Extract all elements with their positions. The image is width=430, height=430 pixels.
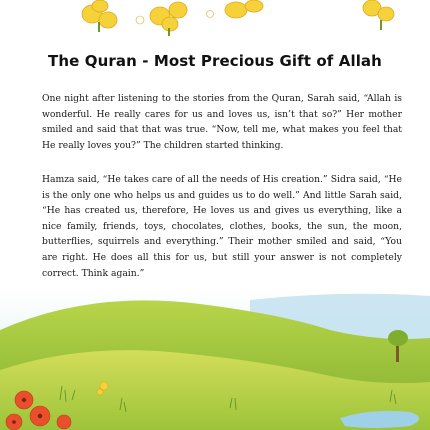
yellow-flowers-icon <box>0 0 430 38</box>
meadow-landscape-icon <box>0 290 430 430</box>
page-title: The Quran - Most Precious Gift of Allah <box>48 52 382 70</box>
story-paragraph-1: One night after listening to the stories from the Quran, Sarah said, “Allah is wonderful. He really cares for us and loves us, isn’t that so?” Her mother smiled and said that that was true. “Now, tell me, what makes you feel that He really loves you?” The children started thinking. <box>42 93 402 151</box>
story-paragraph-2: Hamza said, “He takes care of all the needs of His creation.” Sidra said, “He is the only one who helps us and guides us to do well.” And little Sarah said, “He has created us, therefore, He loves us and gives us everything, like a nice family, friends, toys, chocolates, clothes, books, the sun, the moon, butterflies, squirrels and everything.” Their mother smiled and said, “You are right. He does all this for us, but still your answer is not completely correct. Think again.” <box>42 174 402 279</box>
